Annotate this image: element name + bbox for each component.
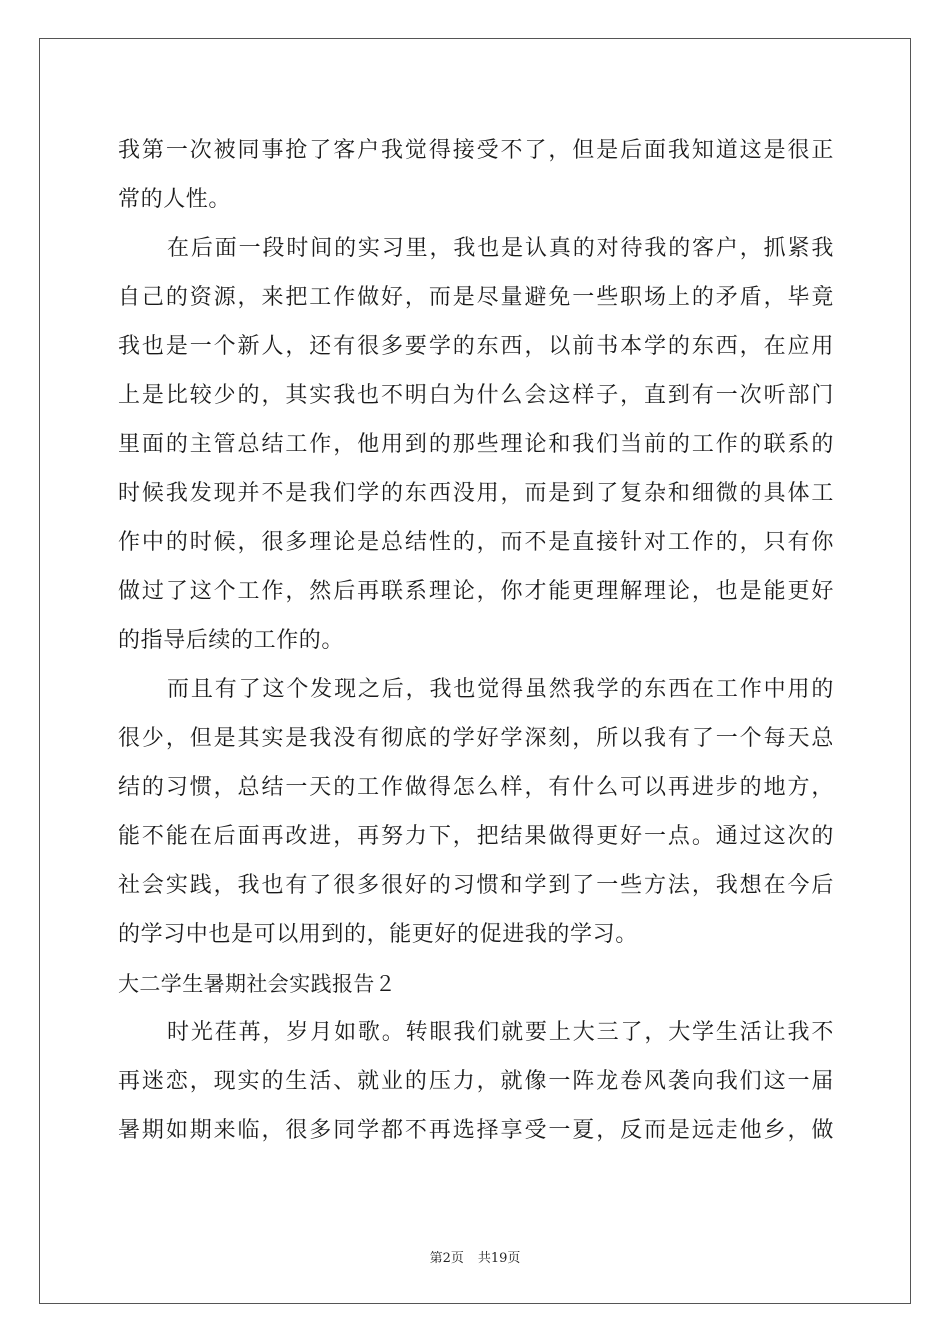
paragraph-first-line: 时光荏苒，岁月如歌。转眼我们就要上大三了，大学生活让我不 xyxy=(167,1020,834,1045)
text-line: 我也是一个新人，还有很多要学的东西，以前书本学的东西，在应用 xyxy=(118,334,834,359)
text-line: 上是比较少的，其实我也不明白为什么会这样子，直到有一次听部门 xyxy=(118,383,834,408)
text-line: 能不能在后面再改进，再努力下，把结果做得更好一点。通过这次的 xyxy=(118,824,834,849)
text-line: 里面的主管总结工作，他用到的那些理论和我们当前的工作的联系的 xyxy=(118,432,834,457)
text-line: 再迷恋，现实的生活、就业的压力，就像一阵龙卷风袭向我们这一届 xyxy=(118,1069,834,1094)
text-line: 常的人性。 xyxy=(118,187,232,212)
text-line: 做过了这个工作，然后再联系理论，你才能更理解理论，也是能更好 xyxy=(118,579,834,604)
paragraph-first-line: 在后面一段时间的实习里，我也是认真的对待我的客户，抓紧我 xyxy=(167,236,834,261)
text-line: 的指导后续的工作的。 xyxy=(118,628,345,653)
text-line: 社会实践，我也有了很多很好的习惯和学到了一些方法，我想在今后 xyxy=(118,873,834,898)
text-line: 作中的时候，很多理论是总结性的，而不是直接针对工作的，只有你 xyxy=(118,530,834,555)
text-line: 自己的资源，来把工作做好，而是尽量避免一些职场上的矛盾，毕竟 xyxy=(118,285,834,310)
page-number: 第2页 xyxy=(429,1251,464,1266)
page-total: 共19页 xyxy=(477,1251,521,1266)
text-line: 时候我发现并不是我们学的东西没用，而是到了复杂和细微的具体工 xyxy=(118,481,834,506)
section-heading: 大二学生暑期社会实践报告２ xyxy=(118,972,397,996)
text-line: 结的习惯，总结一天的工作做得怎么样，有什么可以再进步的地方， xyxy=(118,775,834,800)
text-line: 很少，但是其实是我没有彻底的学好学深刻，所以我有了一个每天总 xyxy=(118,726,834,751)
page-footer xyxy=(0,1247,950,1266)
paragraph-first-line: 而且有了这个发现之后，我也觉得虽然我学的东西在工作中用的 xyxy=(167,677,834,702)
text-line: 的学习中也是可以用到的，能更好的促进我的学习。 xyxy=(118,922,638,947)
text-line: 暑期如期来临，很多同学都不再选择享受一夏，反而是远走他乡，做 xyxy=(118,1118,834,1143)
text-line: 我第一次被同事抢了客户我觉得接受不了，但是后面我知道这是很正 xyxy=(118,138,834,163)
